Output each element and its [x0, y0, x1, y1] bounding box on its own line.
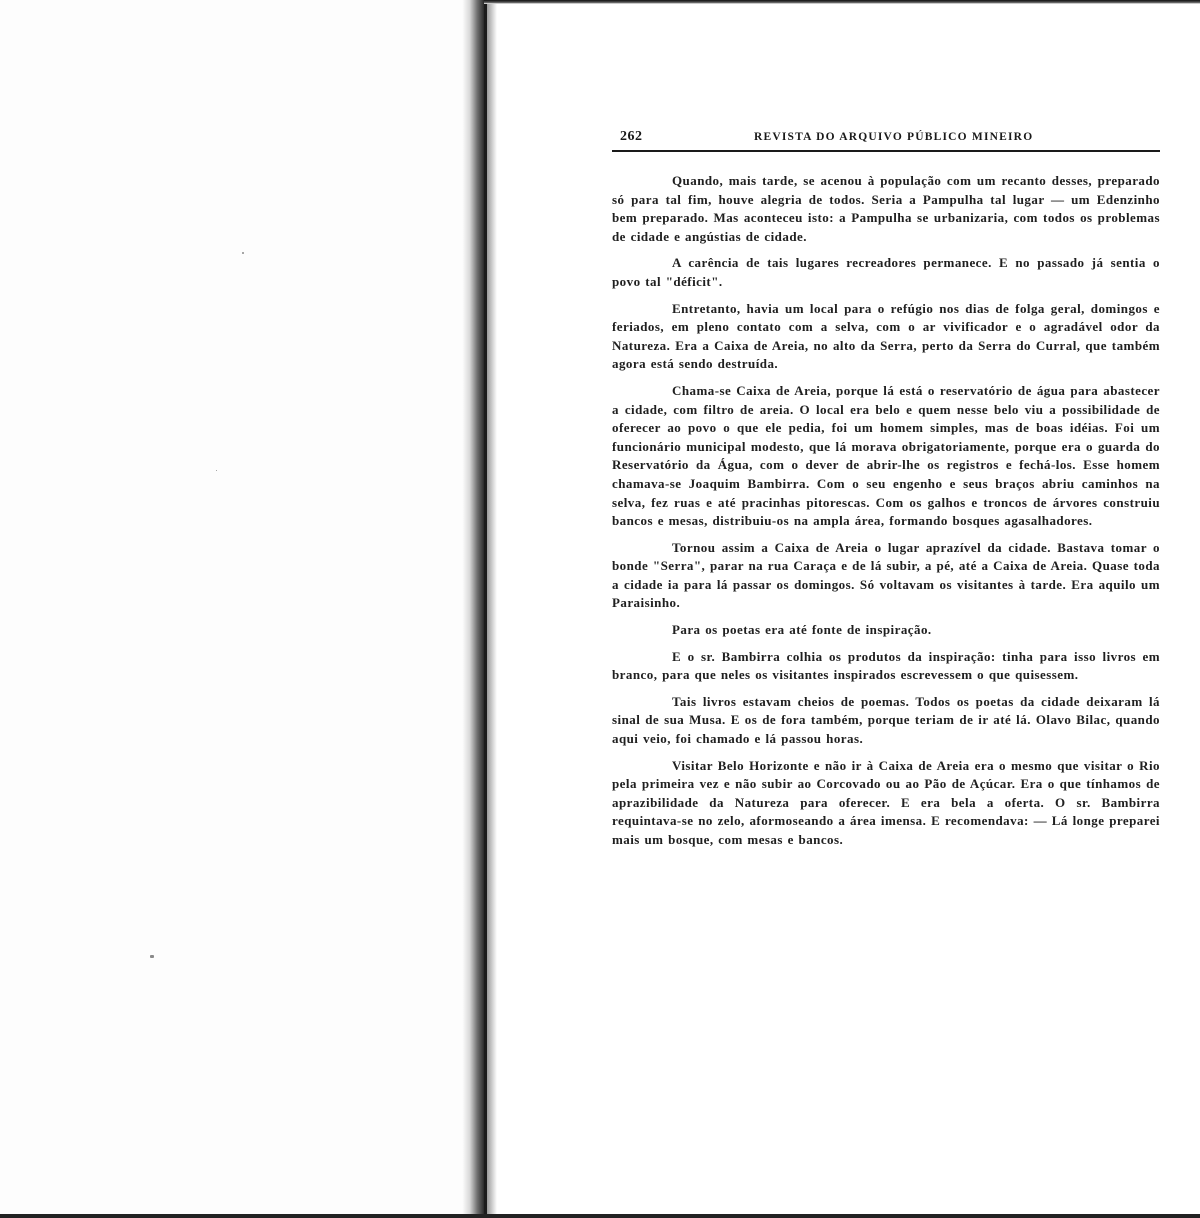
paragraph: Tornou assim a Caixa de Areia o lugar aprazível da cidade. Bastava tomar o bonde "Serra", parar na rua Caraça e de lá subir, a pé, até a Caixa de Areia. Quase toda a cidade ia para lá passar os domingos. Só voltavam os visitantes à tarde. Era aquilo um Paraisinho.: [612, 539, 1160, 611]
binding-gutter-fade: [487, 0, 497, 1218]
running-title: REVISTA DO ARQUIVO PÚBLICO MINEIRO: [754, 131, 1034, 143]
paragraph: Visitar Belo Horizonte e não ir à Caixa de Areia era o mesmo que visitar o Rio pela primeira vez e não subir ao Corcovado ou ao Pão de Açúcar. Era o que tínhamos de aprazibilidade da Natureza para oferecer. E era bela a oferta. O sr. Bambirra requintava-se no zelo, aformoseando a área imensa. E recomendava: — Lá longe preparei mais um bosque, com mesas e bancos.: [612, 757, 1160, 847]
paper-speck: [150, 955, 154, 958]
running-header: [612, 124, 1160, 152]
page-top-edge: [484, 0, 1200, 4]
paragraph: Entretanto, havia um local para o refúgio nos dias de folga geral, domingos e feriados, em pleno contato com a selva, com o ar vivificador e o agradável odor da Natureza. Era a Caixa de Areia, no alto da Serra, perto da Serra do Curral, que também agora está sendo destruída.: [612, 300, 1160, 372]
paragraph: A carência de tais lugares recreadores permanece. E no passado já sentia o povo tal "déficit".: [612, 255, 1160, 289]
paper-speck: [216, 470, 217, 471]
right-text-page: [612, 124, 1160, 858]
paper-speck: [242, 252, 244, 254]
page-bottom-edge: [0, 1214, 1200, 1218]
paragraph: Chama-se Caixa de Areia, porque lá está o reservatório de água para abastecer a cidade, com filtro de areia. O local era belo e quem nesse belo viu a possibilidade de oferecer ao povo o que ele pedia, foi um homem simples, mas de boas idéias. Foi um funcionário municipal modesto, que lá morava obrigatoriamente, porque era o guarda do Reservatório da Água, com o dever de abrir-lhe os registros e fechá-los. Esse homem chamava-se Joaquim Bambirra. Com o seu engenho e seus braços abriu caminhos na selva, fez ruas e até pracinhas pitorescas. Com os galhos e troncos de árvores construiu bancos e mesas, distribuiu-os na ampla área, formando bosques agasalhadores.: [612, 382, 1160, 529]
binding-gutter-shadow: [462, 0, 484, 1218]
article-body: [612, 152, 1160, 850]
paragraph: Tais livros estavam cheios de poemas. Todos os poetas da cidade deixaram lá sinal de sua Musa. E os de fora também, porque teriam de ir até lá. Olavo Bilac, quando aqui veio, foi chamado e lá passou horas.: [612, 693, 1160, 747]
paragraph: E o sr. Bambirra colhia os produtos da inspiração: tinha para isso livros em branco, para que neles os visitantes inspirados escrevessem o que quisessem.: [612, 648, 1160, 683]
left-blank-page: [0, 0, 462, 1218]
paragraph: Para os poetas era até fonte de inspiração.: [672, 622, 932, 638]
paragraph: Quando, mais tarde, se acenou à população com um recanto desses, preparado só para tal fim, houve alegria de todos. Seria a Pampulha tal lugar — um Edenzinho bem preparado. Mas aconteceu isto: a Pampulha se urbanizaria, com todos os problemas de cidade e angústias de cidade.: [612, 173, 1160, 244]
page-number: 262: [620, 129, 643, 144]
